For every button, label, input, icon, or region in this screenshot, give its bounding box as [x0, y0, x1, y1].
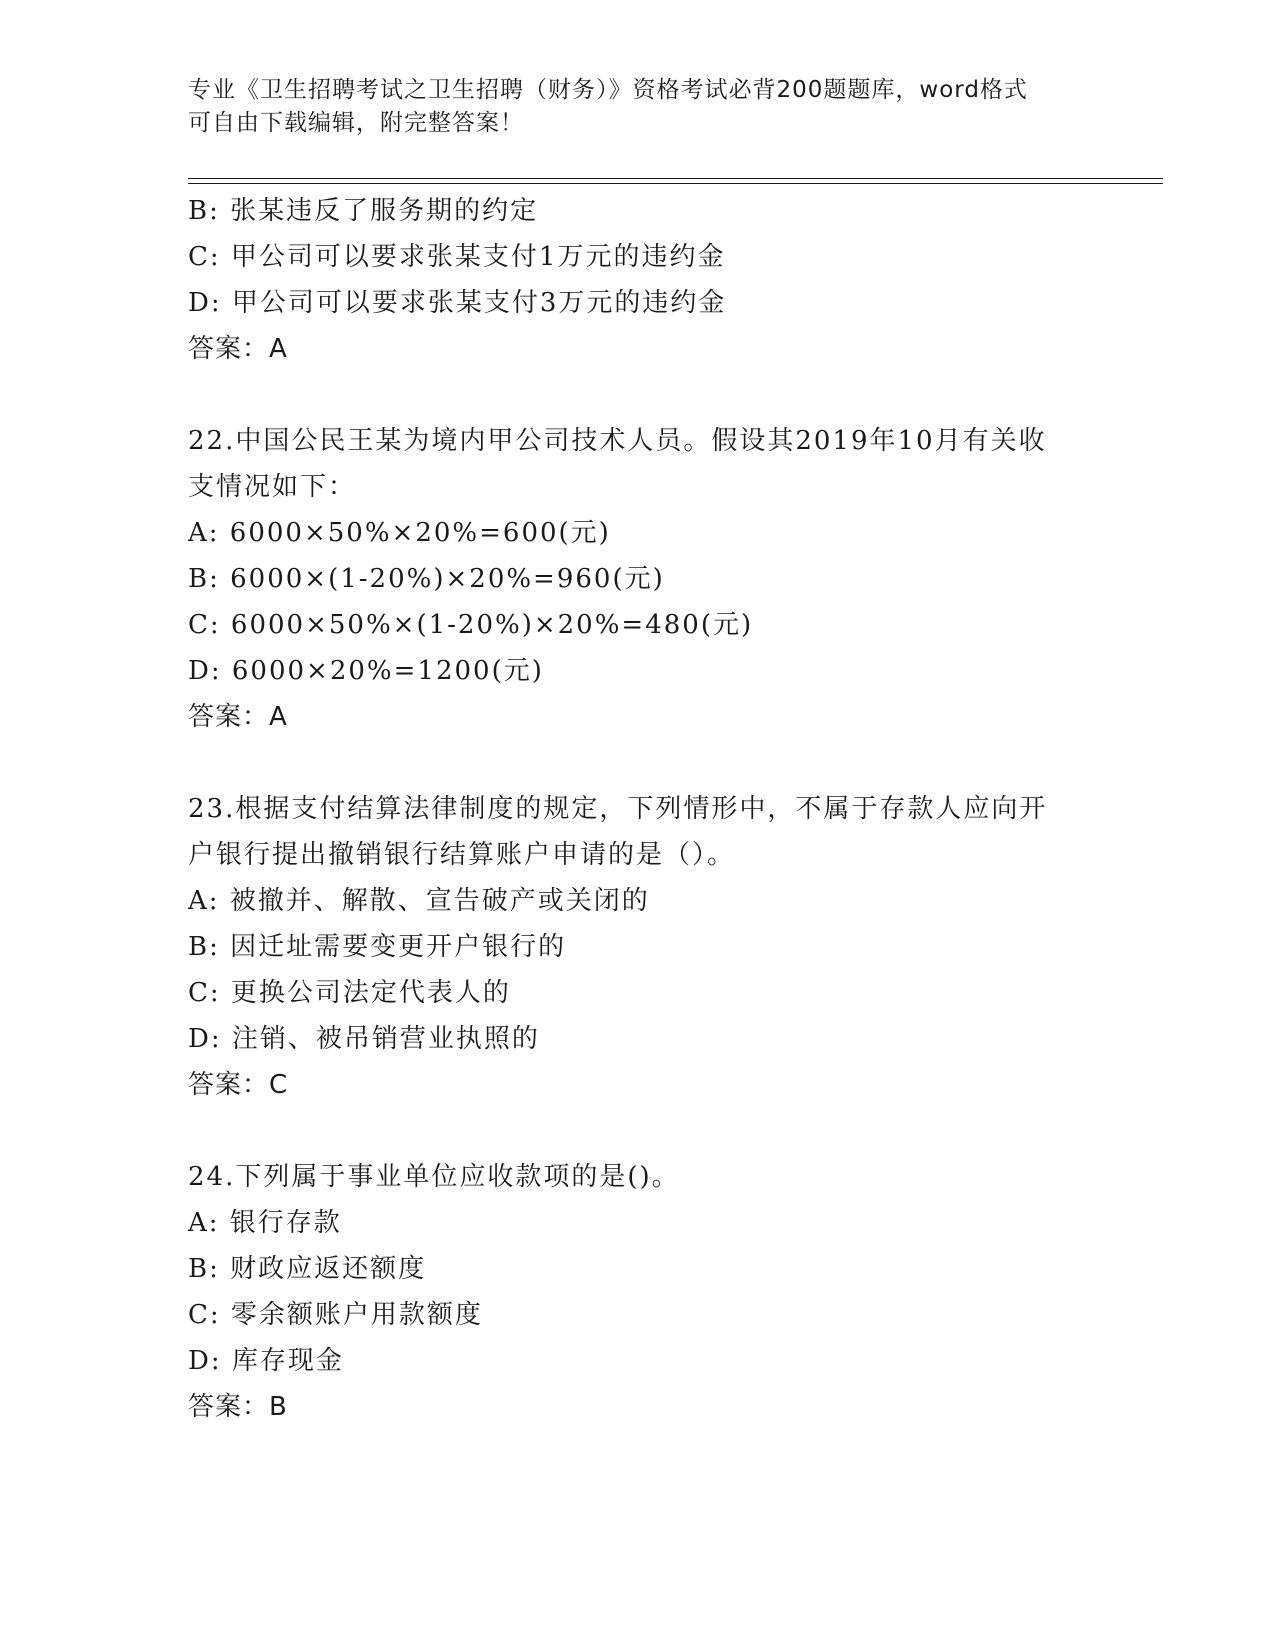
header-divider-bottom: [188, 183, 1163, 184]
question-stem-line-1: 24.下列属于事业单位应收款项的是()。: [188, 1162, 680, 1192]
option-c: C: 零余额账户用款额度: [188, 1300, 483, 1330]
option-d: D: 库存现金: [188, 1346, 344, 1376]
answer: 答案：C: [188, 1070, 289, 1100]
answer: 答案：B: [188, 1392, 288, 1422]
option-a: A: 被撤并、解散、宣告破产或关闭的: [188, 886, 650, 916]
option-d: D: 6000×20%=1200(元): [188, 656, 544, 686]
question-stem-line-2: 户银行提出撤销银行结算账户申请的是（）。: [188, 840, 736, 870]
question-24: [188, 1154, 1088, 1430]
option-b: B: 因迁址需要变更开户银行的: [188, 932, 567, 962]
header-line-2: 可自由下载编辑，附完整答案！: [188, 110, 524, 136]
option-c: C: 6000×50%×(1-20%)×20%=480(元): [188, 610, 754, 640]
option-c: C: 更换公司法定代表人的: [188, 978, 511, 1008]
option-a: A: 6000×50%×20%=600(元): [188, 518, 611, 548]
document-header: [188, 74, 1088, 140]
option-d: D: 注销、被吊销营业执照的: [188, 1024, 540, 1054]
question-23: [188, 786, 1088, 1108]
question-stem-line-1: 22.中国公民王某为境内甲公司技术人员。假设其2019年10月有关收: [188, 426, 1047, 456]
answer: 答案：A: [188, 334, 288, 364]
option-d: D: 甲公司可以要求张某支付3万元的违约金: [188, 288, 727, 318]
option-a: A: 银行存款: [188, 1208, 342, 1238]
answer: 答案：A: [188, 702, 288, 732]
option-c: C: 甲公司可以要求张某支付1万元的违约金: [188, 242, 726, 272]
header-divider-top: [188, 178, 1163, 179]
option-b: B: 6000×(1-20%)×20%=960(元): [188, 564, 665, 594]
option-b: B: 张某违反了服务期的约定: [188, 196, 539, 226]
question-stem-line-2: 支情况如下：: [188, 472, 357, 502]
option-b: B: 财政应返还额度: [188, 1254, 427, 1284]
question-content: [188, 188, 1088, 1430]
question-21-tail: [188, 188, 1088, 372]
question-stem-line-1: 23.根据支付结算法律制度的规定，下列情形中，不属于存款人应向开: [188, 794, 1048, 824]
question-22: [188, 418, 1088, 740]
header-line-1: 专业《卫生招聘考试之卫生招聘（财务）》资格考试必背200题题库，word格式: [188, 77, 1028, 103]
